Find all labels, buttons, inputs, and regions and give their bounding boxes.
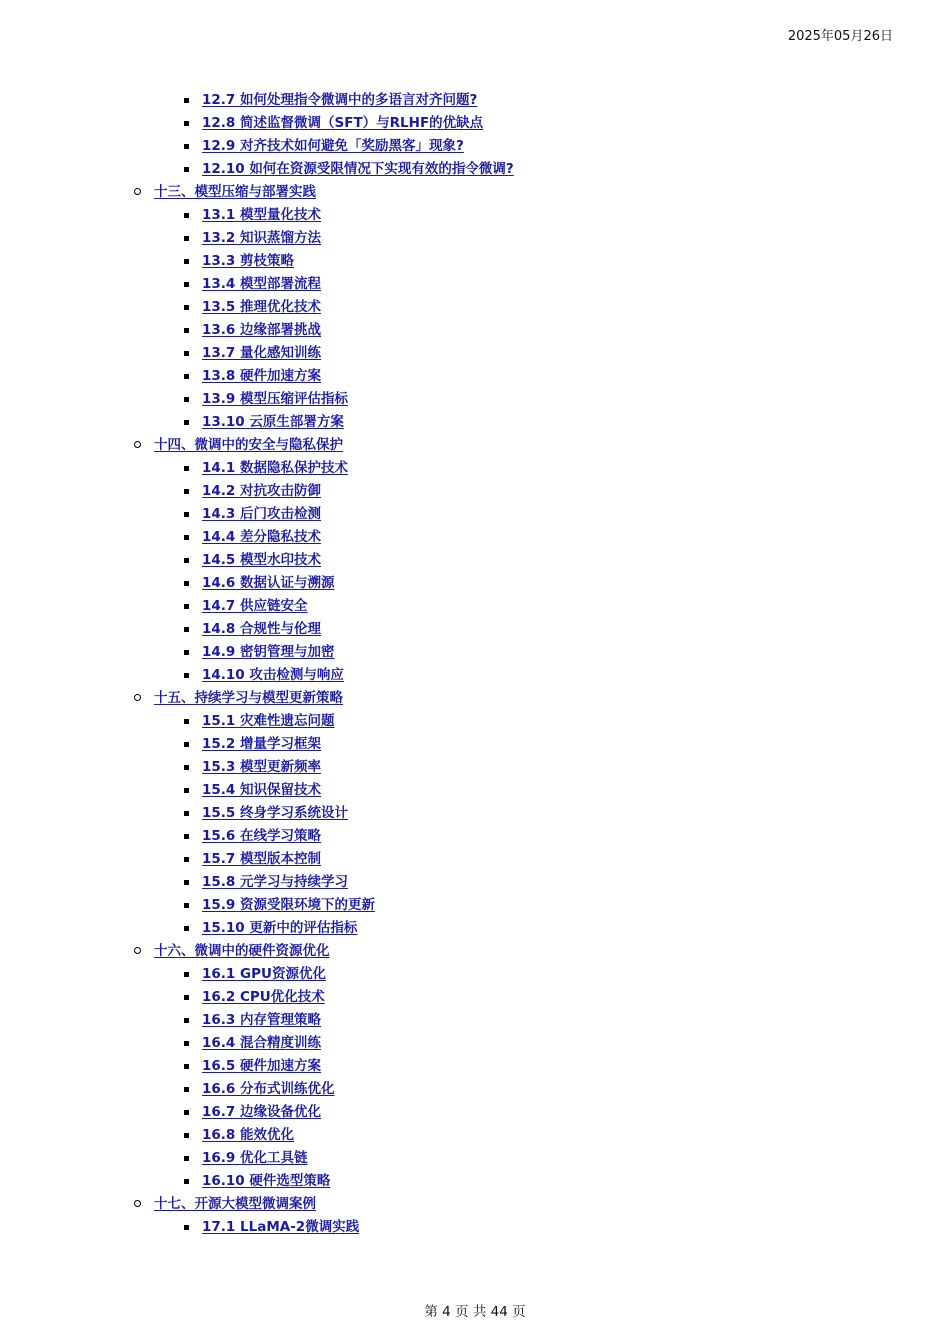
circle-bullet-icon: [134, 188, 141, 195]
toc-subsection-link[interactable]: 16.9 优化工具链: [202, 1150, 308, 1166]
square-bullet-icon: [184, 650, 189, 655]
toc-subsection-item: [0, 1124, 950, 1147]
toc-subsection-link[interactable]: 14.5 模型水印技术: [202, 552, 322, 568]
toc-subsection-item: [0, 135, 950, 158]
square-bullet-icon: [184, 1087, 189, 1092]
square-bullet-icon: [184, 167, 189, 172]
circle-bullet-icon: [134, 441, 141, 448]
toc-subsection-item: [0, 710, 950, 733]
square-bullet-icon: [184, 765, 189, 770]
toc-subsection-item: [0, 572, 950, 595]
square-bullet-icon: [184, 1156, 189, 1161]
square-bullet-icon: [184, 558, 189, 563]
page-date: 2025年05月26日: [787, 29, 893, 44]
square-bullet-icon: [184, 673, 189, 678]
toc-subsection-item: [0, 664, 950, 687]
toc-subsection-item: [0, 825, 950, 848]
toc-subsection-item: [0, 549, 950, 572]
toc-subsection-item: [0, 526, 950, 549]
toc-subsection-link[interactable]: 12.10 如何在资源受限情况下实现有效的指令微调?: [202, 161, 514, 177]
square-bullet-icon: [184, 535, 189, 540]
toc-section-link[interactable]: 十三、模型压缩与部署实践: [154, 184, 316, 200]
toc-subsection-link[interactable]: 15.9 资源受限环境下的更新: [202, 897, 376, 913]
square-bullet-icon: [184, 926, 189, 931]
toc-subsection-link[interactable]: 14.10 攻击检测与响应: [202, 667, 344, 683]
toc-section-item: [0, 940, 950, 963]
square-bullet-icon: [184, 1133, 189, 1138]
square-bullet-icon: [184, 811, 189, 816]
toc-subsection-link[interactable]: 15.8 元学习与持续学习: [202, 874, 349, 890]
toc-subsection-link[interactable]: 14.8 合规性与伦理: [202, 621, 322, 637]
toc-subsection-item: [0, 112, 950, 135]
toc-subsection-item: [0, 802, 950, 825]
square-bullet-icon: [184, 489, 189, 494]
square-bullet-icon: [184, 397, 189, 402]
toc-subsection-link[interactable]: 14.3 后门攻击检测: [202, 506, 322, 522]
square-bullet-icon: [184, 995, 189, 1000]
toc-subsection-item: [0, 319, 950, 342]
toc-subsection-item: [0, 204, 950, 227]
toc-subsection-item: [0, 1078, 950, 1101]
toc-subsection-link[interactable]: 15.7 模型版本控制: [202, 851, 322, 867]
toc-subsection-item: [0, 457, 950, 480]
toc-subsection-item: [0, 388, 950, 411]
toc-subsection-link[interactable]: 14.4 差分隐私技术: [202, 529, 322, 545]
toc-subsection-link[interactable]: 16.6 分布式训练优化: [202, 1081, 335, 1097]
toc-subsection-item: [0, 273, 950, 296]
toc-subsection-link[interactable]: 15.5 终身学习系统设计: [202, 805, 349, 821]
square-bullet-icon: [184, 328, 189, 333]
toc-subsection-link[interactable]: 16.10 硬件选型策略: [202, 1173, 331, 1189]
toc-subsection-item: [0, 503, 950, 526]
toc-section-link[interactable]: 十七、开源大模型微调案例: [154, 1196, 316, 1212]
toc-subsection-item: [0, 1009, 950, 1032]
square-bullet-icon: [184, 305, 189, 310]
toc-section-link[interactable]: 十五、持续学习与模型更新策略: [154, 690, 343, 706]
toc-subsection-link[interactable]: 14.1 数据隐私保护技术: [202, 460, 349, 476]
toc-section-link[interactable]: 十六、微调中的硬件资源优化: [154, 943, 330, 959]
square-bullet-icon: [184, 972, 189, 977]
toc-subsection-item: [0, 342, 950, 365]
toc-subsection-link[interactable]: 13.8 硬件加速方案: [202, 368, 322, 384]
toc-subsection-item: [0, 1101, 950, 1124]
toc-section-item: [0, 181, 950, 204]
toc-subsection-link[interactable]: 13.3 剪枝策略: [202, 253, 295, 269]
toc-subsection-link[interactable]: 17.1 LLaMA-2微调实践: [202, 1219, 360, 1235]
square-bullet-icon: [184, 834, 189, 839]
toc-subsection-item: [0, 1170, 950, 1193]
toc-subsection-link[interactable]: 14.9 密钥管理与加密: [202, 644, 335, 660]
circle-bullet-icon: [134, 947, 141, 954]
toc-subsection-item: [0, 411, 950, 434]
toc-subsection-link[interactable]: 15.1 灾难性遗忘问题: [202, 713, 335, 729]
square-bullet-icon: [184, 627, 189, 632]
square-bullet-icon: [184, 259, 189, 264]
toc-subsection-link[interactable]: 14.2 对抗攻击防御: [202, 483, 322, 499]
square-bullet-icon: [184, 213, 189, 218]
square-bullet-icon: [184, 719, 189, 724]
toc-subsection-link[interactable]: 16.2 CPU优化技术: [202, 989, 325, 1005]
toc-subsection-link[interactable]: 16.4 混合精度训练: [202, 1035, 322, 1051]
toc-subsection-link[interactable]: 13.10 云原生部署方案: [202, 414, 344, 430]
toc-subsection-item: [0, 1055, 950, 1078]
toc-subsection-item: [0, 986, 950, 1009]
square-bullet-icon: [184, 581, 189, 586]
square-bullet-icon: [184, 420, 189, 425]
toc-subsection-link[interactable]: 12.9 对齐技术如何避免「奖励黑客」现象?: [202, 138, 464, 154]
toc-subsection-link[interactable]: 16.8 能效优化: [202, 1127, 295, 1143]
circle-bullet-icon: [134, 694, 141, 701]
square-bullet-icon: [184, 1041, 189, 1046]
toc-subsection-item: [0, 779, 950, 802]
toc-subsection-link[interactable]: 15.4 知识保留技术: [202, 782, 322, 798]
toc-subsection-link[interactable]: 13.1 模型量化技术: [202, 207, 322, 223]
toc-subsection-item: [0, 1147, 950, 1170]
square-bullet-icon: [184, 374, 189, 379]
toc-subsection-link[interactable]: 15.10 更新中的评估指标: [202, 920, 358, 936]
toc-subsection-link[interactable]: 14.6 数据认证与溯源: [202, 575, 335, 591]
toc-subsection-item: [0, 595, 950, 618]
toc-subsection-item: [0, 158, 950, 181]
toc-subsection-item: [0, 756, 950, 779]
toc-subsection-link[interactable]: 13.7 量化感知训练: [202, 345, 322, 361]
table-of-contents: [0, 89, 950, 1239]
toc-subsection-item: [0, 1216, 950, 1239]
toc-subsection-link[interactable]: 15.3 模型更新频率: [202, 759, 322, 775]
square-bullet-icon: [184, 1064, 189, 1069]
square-bullet-icon: [184, 236, 189, 241]
toc-subsection-link[interactable]: 13.2 知识蒸馏方法: [202, 230, 322, 246]
toc-subsection-link[interactable]: 15.6 在线学习策略: [202, 828, 322, 844]
circle-bullet-icon: [134, 1200, 141, 1207]
toc-subsection-item: [0, 89, 950, 112]
toc-subsection-link[interactable]: 14.7 供应链安全: [202, 598, 308, 614]
square-bullet-icon: [184, 857, 189, 862]
page-footer: 第 4 页 共 44 页: [424, 1304, 526, 1320]
toc-subsection-item: [0, 365, 950, 388]
toc-subsection-item: [0, 917, 950, 940]
square-bullet-icon: [184, 144, 189, 149]
square-bullet-icon: [184, 1018, 189, 1023]
toc-subsection-item: [0, 733, 950, 756]
toc-subsection-link[interactable]: 13.6 边缘部署挑战: [202, 322, 322, 338]
square-bullet-icon: [184, 1225, 189, 1230]
square-bullet-icon: [184, 903, 189, 908]
toc-subsection-link[interactable]: 12.8 简述监督微调（SFT）与RLHF的优缺点: [202, 115, 484, 131]
toc-subsection-item: [0, 641, 950, 664]
toc-subsection-link[interactable]: 12.7 如何处理指令微调中的多语言对齐问题?: [202, 92, 478, 108]
square-bullet-icon: [184, 880, 189, 885]
toc-subsection-item: [0, 250, 950, 273]
toc-section-item: [0, 1193, 950, 1216]
toc-subsection-link[interactable]: 13.5 推理优化技术: [202, 299, 322, 315]
toc-subsection-link[interactable]: 15.2 增量学习框架: [202, 736, 322, 752]
toc-section-item: [0, 687, 950, 710]
square-bullet-icon: [184, 1110, 189, 1115]
toc-subsection-link[interactable]: 16.3 内存管理策略: [202, 1012, 322, 1028]
toc-subsection-link[interactable]: 16.1 GPU资源优化: [202, 966, 326, 982]
square-bullet-icon: [184, 466, 189, 471]
toc-subsection-item: [0, 848, 950, 871]
toc-subsection-item: [0, 296, 950, 319]
square-bullet-icon: [184, 282, 189, 287]
toc-subsection-item: [0, 1032, 950, 1055]
square-bullet-icon: [184, 98, 189, 103]
square-bullet-icon: [184, 121, 189, 126]
toc-section-item: [0, 434, 950, 457]
toc-subsection-link[interactable]: 13.9 模型压缩评估指标: [202, 391, 349, 407]
square-bullet-icon: [184, 1179, 189, 1184]
toc-subsection-item: [0, 871, 950, 894]
square-bullet-icon: [184, 788, 189, 793]
toc-subsection-item: [0, 894, 950, 917]
toc-subsection-link[interactable]: 16.5 硬件加速方案: [202, 1058, 322, 1074]
square-bullet-icon: [184, 742, 189, 747]
toc-subsection-item: [0, 963, 950, 986]
toc-section-link[interactable]: 十四、微调中的安全与隐私保护: [154, 437, 343, 453]
square-bullet-icon: [184, 512, 189, 517]
square-bullet-icon: [184, 604, 189, 609]
toc-subsection-item: [0, 480, 950, 503]
toc-subsection-item: [0, 227, 950, 250]
toc-subsection-link[interactable]: 13.4 模型部署流程: [202, 276, 322, 292]
toc-subsection-link[interactable]: 16.7 边缘设备优化: [202, 1104, 322, 1120]
toc-subsection-item: [0, 618, 950, 641]
square-bullet-icon: [184, 351, 189, 356]
